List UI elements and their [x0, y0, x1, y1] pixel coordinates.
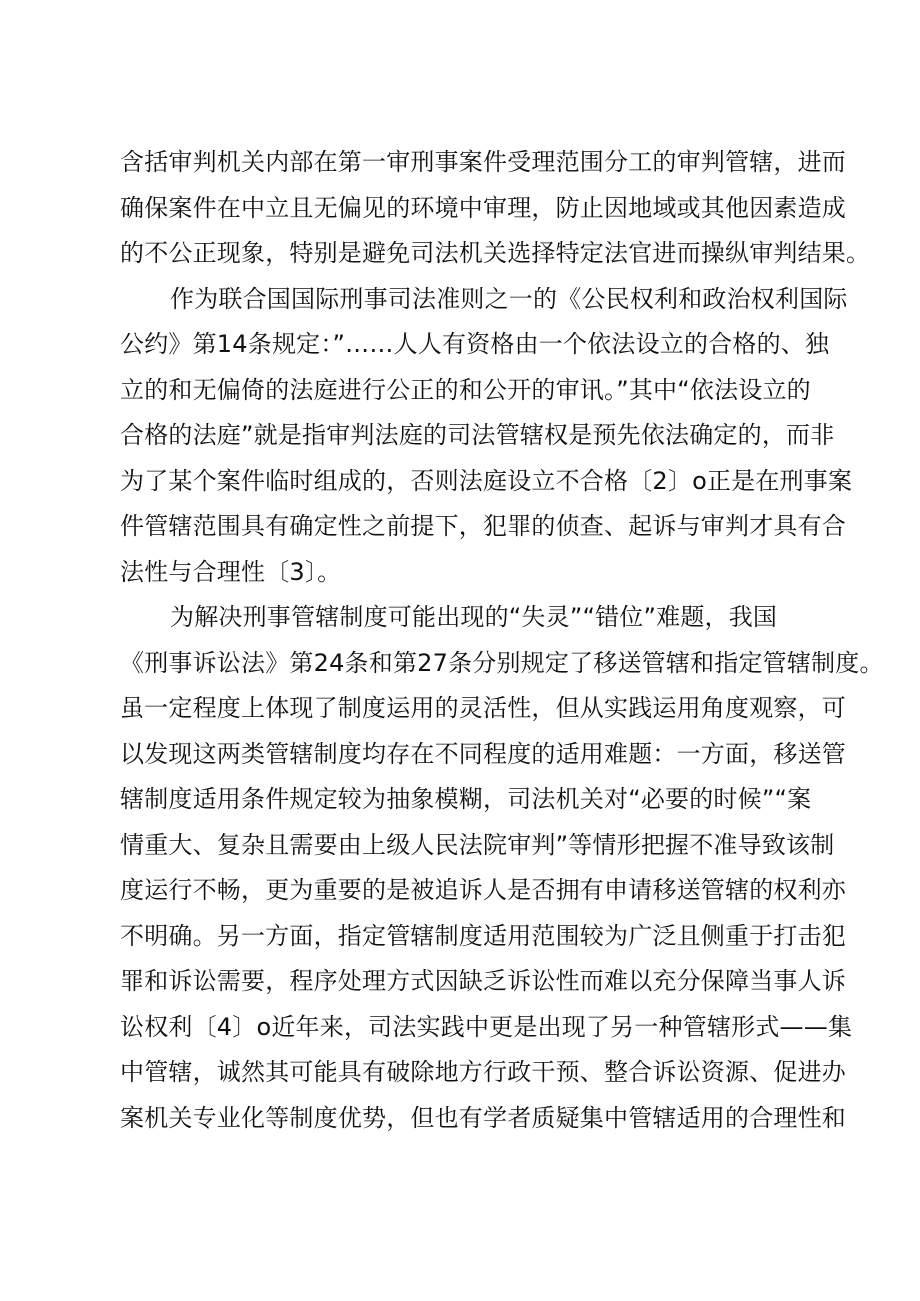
text-line: 为了某个案件临时组成的，否则法庭设立不合格〔2〕o正是在刑事案 — [120, 466, 853, 495]
text-line: 《刑事诉讼法》第24条和第27条分别规定了移送管辖和指定管辖制度。 — [120, 648, 884, 677]
text-line: 确保案件在中立且无偏见的环境中审理，防止因地域或其他因素造成 — [120, 193, 846, 222]
text-line: 件管辖范围具有确定性之前提下，犯罪的侦查、起诉与审判才具有合 — [120, 512, 846, 540]
text-line: 虽一定程度上体现了制度运用的灵活性，但从实践运用角度观察，可 — [120, 694, 846, 722]
text-line: 法性与合理性〔3〕。 — [120, 557, 342, 586]
paragraph-first-line: 为解决刑事管辖制度可能出现的“失灵”“错位”难题，我国 — [170, 603, 778, 631]
text-line: 罪和诉讼需要，程序处理方式因缺乏诉讼性而难以充分保障当事人诉 — [120, 967, 846, 995]
text-line: 的不公正现象，特别是避免司法机关选择特定法官进而操纵审判结果。 — [120, 239, 871, 267]
text-line: 情重大、复杂且需要由上级人民法院审判”等情形把握不准导致该制 — [120, 830, 835, 859]
text-line: 中管辖，诚然其可能具有破除地方行政干预、整合诉讼资源、促进办 — [120, 1058, 846, 1086]
text-line: 案机关专业化等制度优势，但也有学者质疑集中管辖适用的合理性和 — [120, 1103, 846, 1132]
paragraph-first-line: 作为联合国国际刑事司法准则之一的《公民权利和政治权利国际 — [170, 284, 848, 313]
text-line: 公约》第14条规定：”……人人有资格由一个依法设立的合格的、独 — [120, 330, 830, 358]
body-text — [120, 140, 884, 1141]
text-line: 度运行不畅，更为重要的是被追诉人是否拥有申请移送管辖的权利亦 — [120, 876, 846, 904]
text-line: 立的和无偏倚的法庭进行公正的和公开的审讯。”其中“依法设立的 — [120, 375, 811, 404]
text-line: 以发现这两类管辖制度均存在不同程度的适用难题：一方面，移送管 — [120, 739, 846, 768]
text-line: 合格的法庭”就是指审判法庭的司法管辖权是预先依法确定的，而非 — [120, 421, 835, 449]
text-line: 不明确。另一方面，指定管辖制度适用范围较为广泛且侧重于打击犯 — [120, 921, 846, 950]
text-line: 辖制度适用条件规定较为抽象模糊，司法机关对“必要的时候”“案 — [120, 785, 812, 813]
text-line: 讼权利〔4〕o近年来，司法实践中更是出现了另一种管辖形式——集 — [120, 1012, 853, 1041]
text-line: 含括审判机关内部在第一审刑事案件受理范围分工的审判管辖，进而 — [120, 148, 846, 176]
